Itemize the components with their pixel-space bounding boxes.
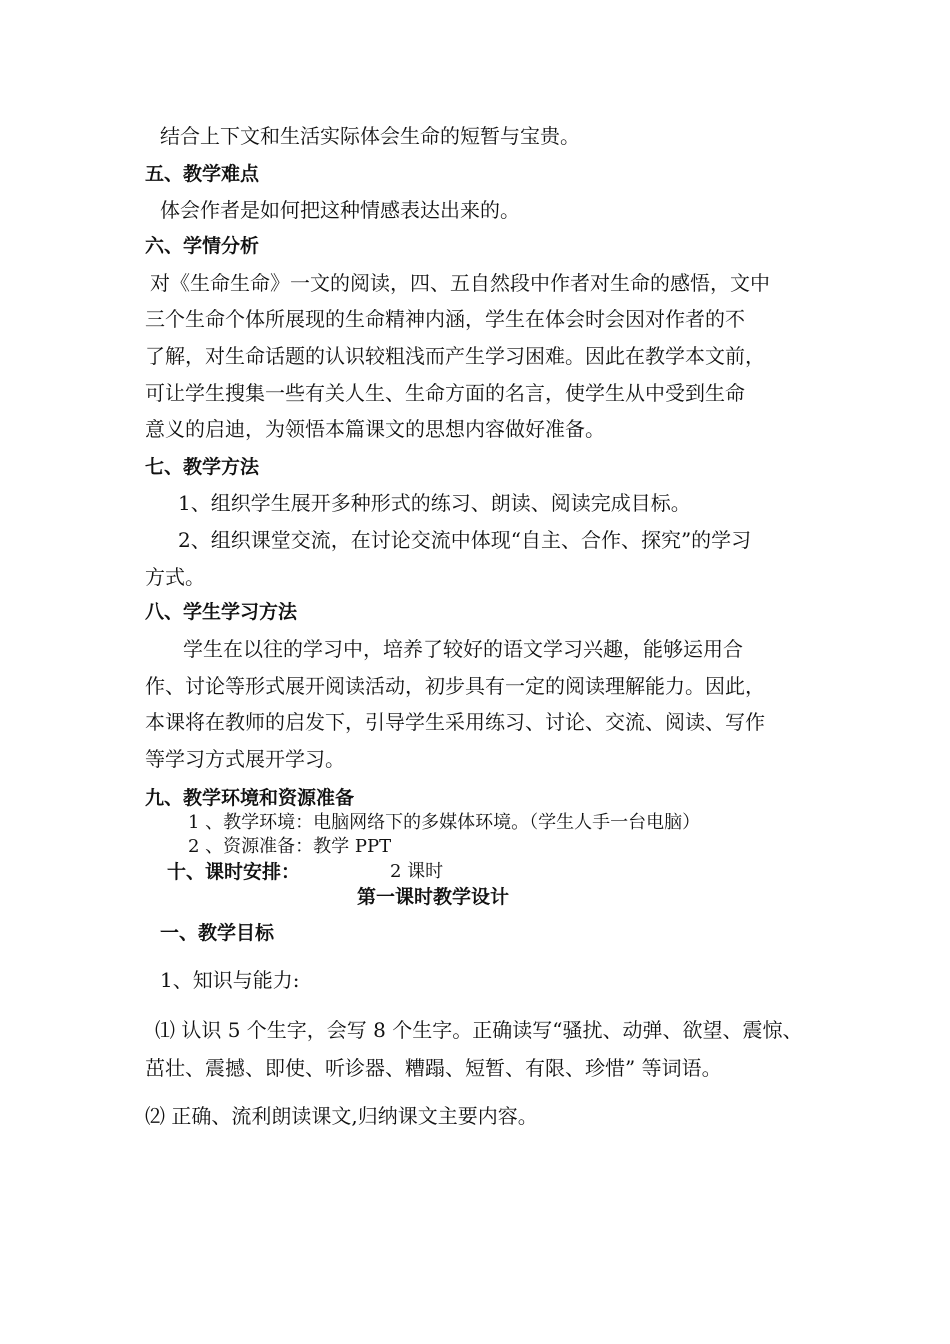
body-text: 学生在以往的学习中，培养了较好的语文学习兴趣，能够运用合 <box>183 637 743 661</box>
body-text: 对《生命生命》一文的阅读，四、五自然段中作者对生命的感悟，文中 <box>150 271 770 295</box>
section-heading: 七、教学方法 <box>145 456 260 478</box>
body-text: 2 课时 <box>390 861 444 882</box>
body-text: 2 、资源准备：教学 PPT <box>188 836 392 857</box>
section-heading: 一、教学目标 <box>160 922 275 944</box>
body-text: 方式。 <box>145 565 205 589</box>
body-text: 1、组织学生展开多种形式的练习、朗读、阅读完成目标。 <box>178 491 691 515</box>
section-heading: 八、学生学习方法 <box>145 601 298 623</box>
body-text: 本课将在教师的启发下，引导学生采用练习、讨论、交流、阅读、写作 <box>145 710 765 734</box>
body-text: 1 、教学环境：电脑网络下的多媒体环境。（学生人手一台电脑） <box>188 812 701 833</box>
body-text: 意义的启迪，为领悟本篇课文的思想内容做好准备。 <box>145 417 605 441</box>
body-text: 等学习方式展开学习。 <box>145 747 345 771</box>
body-text: 了解，对生命话题的认识较粗浅而产生学习困难。因此在教学本文前， <box>145 344 765 368</box>
section-heading: 五、教学难点 <box>145 163 260 185</box>
body-text: 作、讨论等形式展开阅读活动，初步具有一定的阅读理解能力。因此， <box>145 674 765 698</box>
body-text: 可让学生搜集一些有关人生、生命方面的名言，使学生从中受到生命 <box>145 381 745 405</box>
section-heading: 六、学情分析 <box>145 235 260 257</box>
body-text: ⑴ 认识 5 个生字，会写 8 个生字。正确读写“骚扰、动弹、欲望、震惊、 <box>155 1018 803 1042</box>
section-heading: 九、教学环境和资源准备 <box>145 787 355 809</box>
body-text: 1、知识与能力: <box>160 968 300 992</box>
page-title: 第一课时教学设计 <box>357 886 510 908</box>
body-text: 茁壮、震撼、即使、听诊器、糟蹋、短暂、有限、珍惜” 等词语。 <box>145 1056 722 1080</box>
body-text: 2、组织课堂交流，在讨论交流中体现“自主、合作、探究”的学习 <box>178 528 752 552</box>
body-text: 体会作者是如何把这种情感表达出来的。 <box>160 198 520 222</box>
body-text: 三个生命个体所展现的生命精神内涵，学生在体会时会因对作者的不 <box>145 307 745 331</box>
body-text: ⑵ 正确、流利朗读课文,归纳课文主要内容。 <box>145 1104 538 1128</box>
body-text: 结合上下文和生活实际体会生命的短暂与宝贵。 <box>160 124 580 148</box>
section-heading: 十、课时安排： <box>167 861 301 883</box>
